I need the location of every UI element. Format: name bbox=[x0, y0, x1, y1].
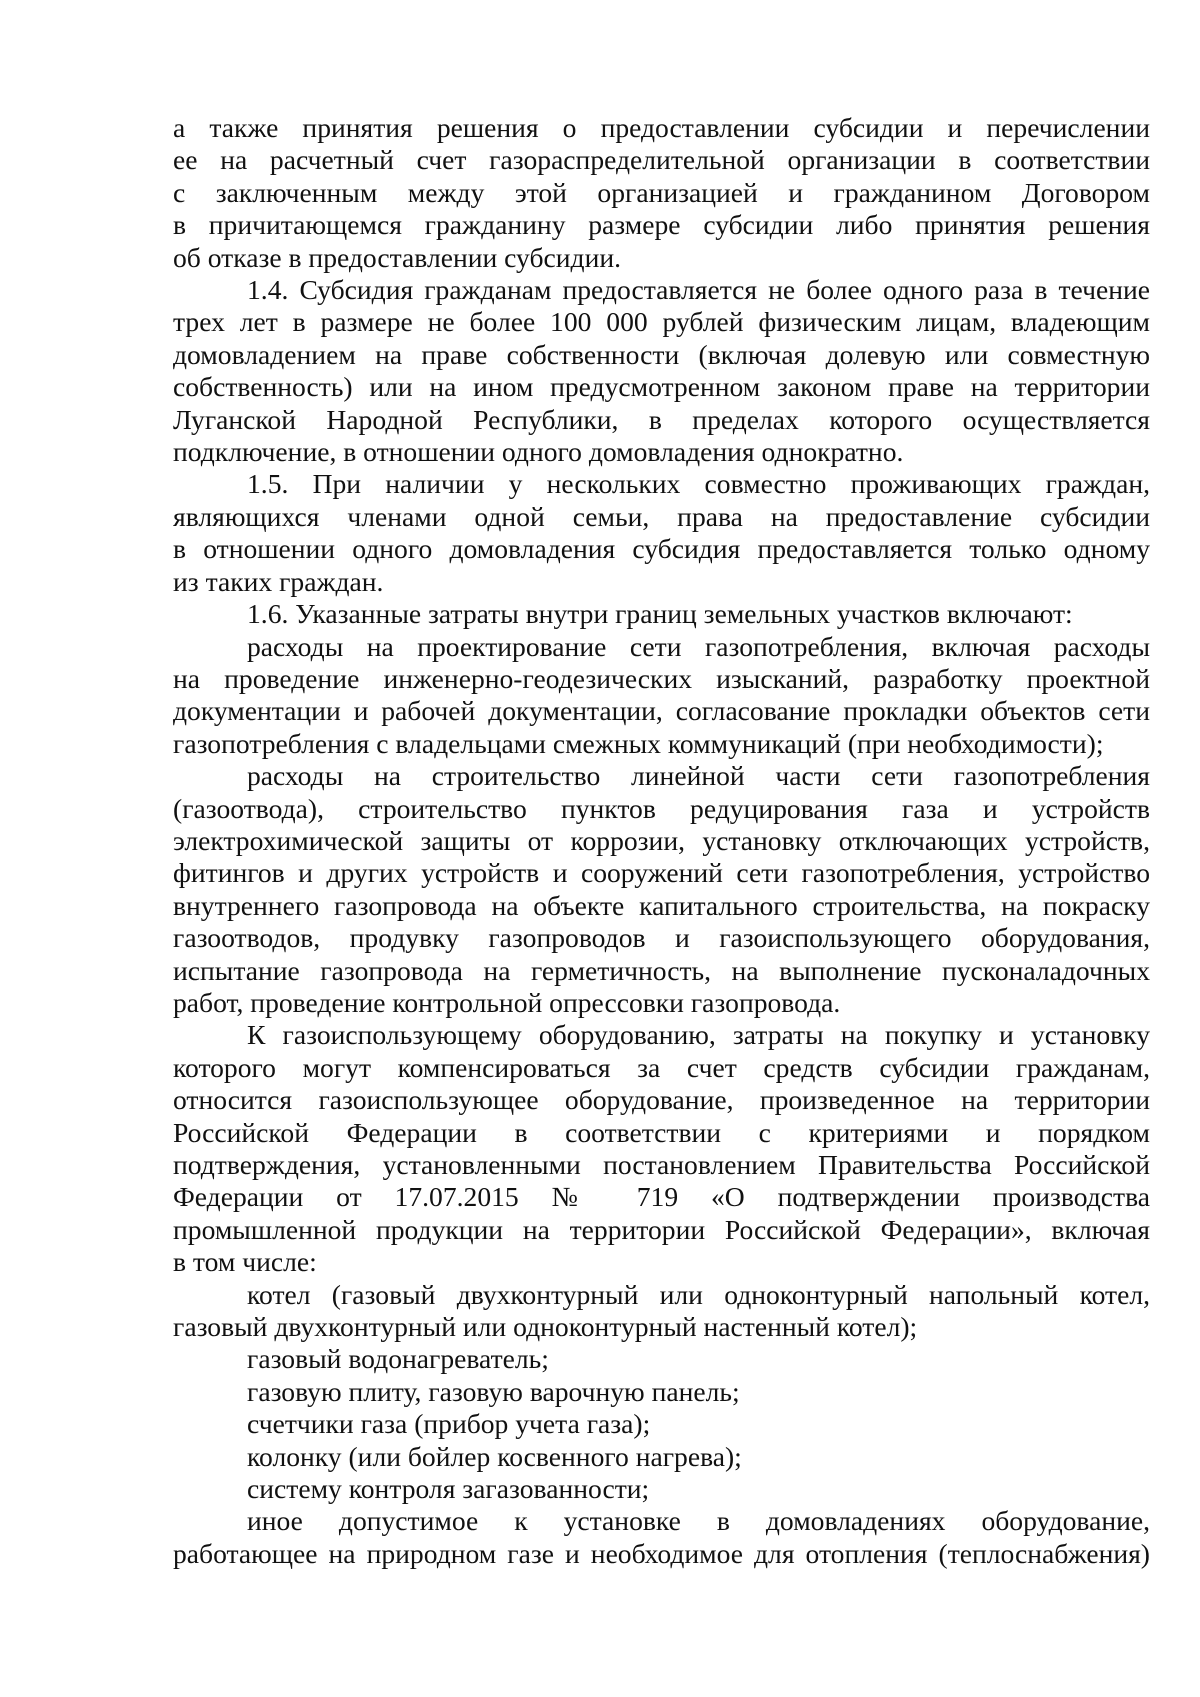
paragraph bbox=[173, 1019, 1150, 1278]
paragraph bbox=[173, 631, 1150, 761]
text-line: трех лет в размере не более 100 000 рублей физическим лицам, владеющим bbox=[173, 306, 1150, 338]
text-line: газовый водонагреватель; bbox=[247, 1343, 549, 1375]
text-line: в том числе: bbox=[173, 1246, 317, 1278]
text-line: котел (газовый двухконтурный или одноконтурный напольный котел, bbox=[247, 1278, 1150, 1310]
text-line: подтверждения, установленными постановлением Правительства Российской bbox=[173, 1149, 1150, 1180]
paragraph bbox=[173, 1441, 1150, 1473]
text-line: газопотребления с владельцами смежных коммуникаций (при необходимости); bbox=[173, 727, 1104, 759]
paragraph bbox=[173, 468, 1150, 598]
text-line: колонку (или бойлер косвенного нагрева); bbox=[247, 1440, 742, 1472]
text-line: 1.5. При наличии у нескольких совместно проживающих граждан, bbox=[247, 468, 1150, 500]
text-line: об отказе в предоставлении субсидии. bbox=[173, 241, 622, 273]
text-line: Федерации от 17.07.2015 № 719 «О подтверждении производства bbox=[173, 1181, 1150, 1213]
paragraph bbox=[173, 1376, 1150, 1408]
text-line: 1.6. Указанные затраты внутри границ земельных участков включают: bbox=[247, 598, 1073, 630]
text-line: относится газоиспользующее оборудование, произведенное на территории bbox=[173, 1084, 1150, 1116]
document-page bbox=[173, 112, 1150, 1570]
text-line: в причитающемся гражданину размере субсидии либо принятия решения bbox=[173, 209, 1150, 241]
text-line: фитингов и других устройств и сооружений сети газопотребления, устройство bbox=[173, 857, 1150, 889]
paragraph bbox=[173, 274, 1150, 468]
text-line: газоотводов, продувку газопроводов и газоиспользующего оборудования, bbox=[173, 922, 1150, 954]
text-line: счетчики газа (прибор учета газа); bbox=[247, 1408, 651, 1440]
text-line: работающее на природном газе и необходимое для отопления (теплоснабжения) bbox=[173, 1537, 1150, 1569]
text-line: испытание газопровода на герметичность, на выполнение пусконаладочных bbox=[173, 954, 1150, 986]
text-line: в отношении одного домовладения субсидия предоставляется только одному bbox=[173, 533, 1150, 565]
text-line: систему контроля загазованности; bbox=[247, 1473, 650, 1505]
text-line: расходы на строительство линейной части сети газопотребления bbox=[247, 760, 1150, 792]
text-line: с заключенным между этой организацией и гражданином Договором bbox=[173, 176, 1150, 208]
paragraph bbox=[173, 1473, 1150, 1505]
text-line: домовладением на праве собственности (включая долевую или совместную bbox=[173, 338, 1150, 370]
text-line: газовый двухконтурный или одноконтурный настенный котел); bbox=[173, 1311, 918, 1343]
paragraph bbox=[173, 1279, 1150, 1344]
paragraph bbox=[173, 1408, 1150, 1440]
text-line: а также принятия решения о предоставлении субсидии и перечислении bbox=[173, 112, 1150, 143]
text-line: промышленной продукции на территории Российской Федерации», включая bbox=[173, 1213, 1150, 1245]
text-line: Российской Федерации в соответствии с критериями и порядком bbox=[173, 1116, 1150, 1148]
text-line: документации и рабочей документации, согласование прокладки объектов сети bbox=[173, 695, 1150, 727]
text-line: из таких граждан. bbox=[173, 565, 384, 597]
paragraph bbox=[173, 112, 1150, 274]
text-line: работ, проведение контрольной опрессовки газопровода. bbox=[173, 986, 841, 1018]
text-line: К газоиспользующему оборудованию, затраты на покупку и установку bbox=[247, 1019, 1150, 1051]
text-line: расходы на проектирование сети газопотребления, включая расходы bbox=[247, 630, 1150, 662]
text-line: электрохимической защиты от коррозии, установку отключающих устройств, bbox=[173, 824, 1150, 856]
text-line: Луганской Народной Республики, в пределах которого осуществляется bbox=[173, 403, 1150, 435]
paragraph bbox=[173, 760, 1150, 1019]
text-line: газовую плиту, газовую варочную панель; bbox=[247, 1375, 740, 1407]
text-line: являющихся членами одной семьи, права на предоставление субсидии bbox=[173, 500, 1150, 532]
paragraph bbox=[173, 598, 1150, 630]
text-line: которого могут компенсироваться за счет средств субсидии гражданам, bbox=[173, 1051, 1150, 1083]
text-line: 1.4. Субсидия гражданам предоставляется не более одного раза в течение bbox=[247, 274, 1150, 306]
text-line: иное допустимое к установке в домовладениях оборудование, bbox=[247, 1505, 1150, 1537]
text-line: ее на расчетный счет газораспределительной организации в соответствии bbox=[173, 144, 1150, 176]
text-line: (газоотвода), строительство пунктов редуцирования газа и устройств bbox=[173, 792, 1150, 824]
text-line: собственность) или на ином предусмотренном законом праве на территории bbox=[173, 371, 1150, 403]
text-line: внутреннего газопровода на объекте капитального строительства, на покраску bbox=[173, 889, 1150, 921]
paragraph bbox=[173, 1505, 1150, 1570]
text-line: на проведение инженерно-геодезических изысканий, разработку проектной bbox=[173, 662, 1150, 694]
paragraph bbox=[173, 1343, 1150, 1375]
text-line: подключение, в отношении одного домовладения однократно. bbox=[173, 436, 904, 468]
